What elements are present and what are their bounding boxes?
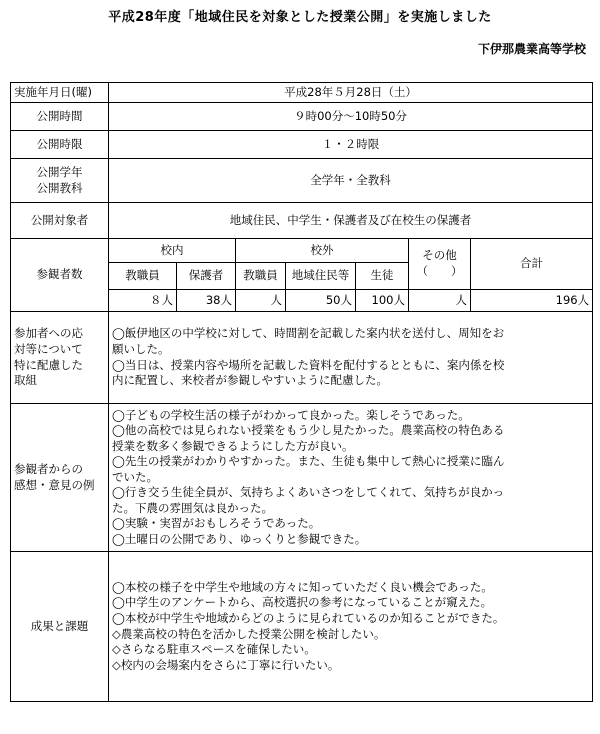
consideration-line: 内に配置し、来校者が参観しやすいように配慮した。 <box>112 373 388 388</box>
report-table <box>10 82 593 702</box>
results-content <box>109 552 593 702</box>
count-outside-student: 100人 <box>356 290 409 312</box>
result-line: ◯中学生のアンケートから、高校選択の参考になっていることが窺えた。 <box>112 595 493 610</box>
count-total: 196人 <box>471 290 593 312</box>
consideration-label-line: 対等について <box>14 341 83 356</box>
results-label: 成果と課題 <box>11 552 109 702</box>
consideration-content <box>109 312 593 404</box>
time-label: 公開時間 <box>11 103 109 131</box>
opinion-line: ◯他の高校では見られない授業をもう少し見たかった。農業高校の特色ある <box>112 423 505 438</box>
opinion-line: ◯実験・実習がおもしろそうであった。 <box>112 516 321 531</box>
time-value: ９時00分～10時50分 <box>109 103 593 131</box>
inside-guardian-header: 保護者 <box>177 263 236 290</box>
count-other: 人 <box>409 290 471 312</box>
consideration-line: 願いした。 <box>112 341 170 356</box>
opinion-line: ◯先生の授業がわかりやすかった。また、生徒も集中して熱心に授業に臨ん <box>112 454 505 469</box>
count-outside-staff: 人 <box>236 290 286 312</box>
inside-header: 校内 <box>109 239 236 263</box>
consideration-line: ◯飯伊地区の中学校に対して、時間割を記載した案内状を送付し、周知をお <box>112 326 505 341</box>
inside-staff-header: 教職員 <box>109 263 177 290</box>
count-outside-resident: 50人 <box>286 290 356 312</box>
opinion-line: でいた。 <box>112 469 158 484</box>
outside-resident-header: 地域住民等 <box>286 263 356 290</box>
row-grade <box>11 159 593 203</box>
opinion-line: た。下農の雰囲気は良かった。 <box>112 500 273 515</box>
row-visitor-groups <box>11 239 593 263</box>
count-inside-guardian: 38人 <box>177 290 236 312</box>
other-header-paren: （ ） <box>416 264 463 278</box>
row-time <box>11 103 593 131</box>
row-target <box>11 203 593 239</box>
grade-label-line1: 公開学年 <box>36 164 83 179</box>
count-inside-staff: ８人 <box>109 290 177 312</box>
opinion-line: ◯行き交う生徒全員が、気持ちよくあいさつをしてくれて、気持ちが良かっ <box>112 485 505 500</box>
grade-label-line2: 公開教科 <box>36 180 83 195</box>
row-results <box>11 552 593 702</box>
grade-value: 全学年・全教科 <box>109 159 593 203</box>
date-value: 平成28年５月28日（土） <box>109 83 593 103</box>
row-consideration <box>11 312 593 404</box>
visitors-label: 参観者数 <box>11 239 109 312</box>
consideration-label-line: 特に配慮した <box>14 357 83 372</box>
outside-header: 校外 <box>236 239 409 263</box>
other-header <box>409 239 471 290</box>
page-title: 平成28年度「地域住民を対象とした授業公開」を実施しました <box>108 10 492 25</box>
row-opinions <box>11 404 593 552</box>
opinion-line: 授業を数多く参観できるようにした方が良い。 <box>112 438 354 453</box>
period-value: １・２時限 <box>109 131 593 159</box>
total-header: 合計 <box>471 239 593 290</box>
opinions-content <box>109 404 593 552</box>
opinions-label-line: 参観者からの <box>14 461 83 476</box>
opinion-line: ◯子どもの学校生活の様子がわかって良かった。楽しそうであった。 <box>112 407 470 422</box>
period-label: 公開時限 <box>11 131 109 159</box>
row-period <box>11 131 593 159</box>
consideration-line: ◯当日は、授業内容や場所を記載した資料を配付するとともに、案内係を校 <box>112 357 505 372</box>
grade-label <box>11 159 109 203</box>
opinions-label-line: 感想・意見の例 <box>14 477 95 492</box>
outside-staff-header: 教職員 <box>236 263 286 290</box>
result-line: ◇さらなる駐車スペースを確保したい。 <box>112 642 316 657</box>
consideration-label-line: 参加者への応 <box>14 326 83 341</box>
row-date <box>11 83 593 103</box>
opinion-line: ◯土曜日の公開であり、ゆっくりと参観できた。 <box>112 531 367 546</box>
date-label: 実施年月日(曜) <box>11 83 109 103</box>
school-name: 下伊那農業高等学校 <box>477 42 586 56</box>
consideration-label <box>11 312 109 404</box>
outside-student-header: 生徒 <box>356 263 409 290</box>
other-header-label: その他 <box>422 248 457 263</box>
opinions-label <box>11 404 109 552</box>
target-label: 公開対象者 <box>11 203 109 239</box>
result-line: ◯本校が中学生や地域からどのように見られているのか知ることができた。 <box>112 610 505 625</box>
consideration-label-line: 取組 <box>14 373 37 388</box>
target-value: 地域住民、中学生・保護者及び在校生の保護者 <box>109 203 593 239</box>
result-line: ◇農業高校の特色を活かした授業公開を検討したい。 <box>112 626 386 641</box>
result-line: ◇校内の会場案内をさらに丁寧に行いたい。 <box>112 657 340 672</box>
result-line: ◯本校の様子を中学生や地域の方々に知っていただく良い機会であった。 <box>112 579 493 594</box>
